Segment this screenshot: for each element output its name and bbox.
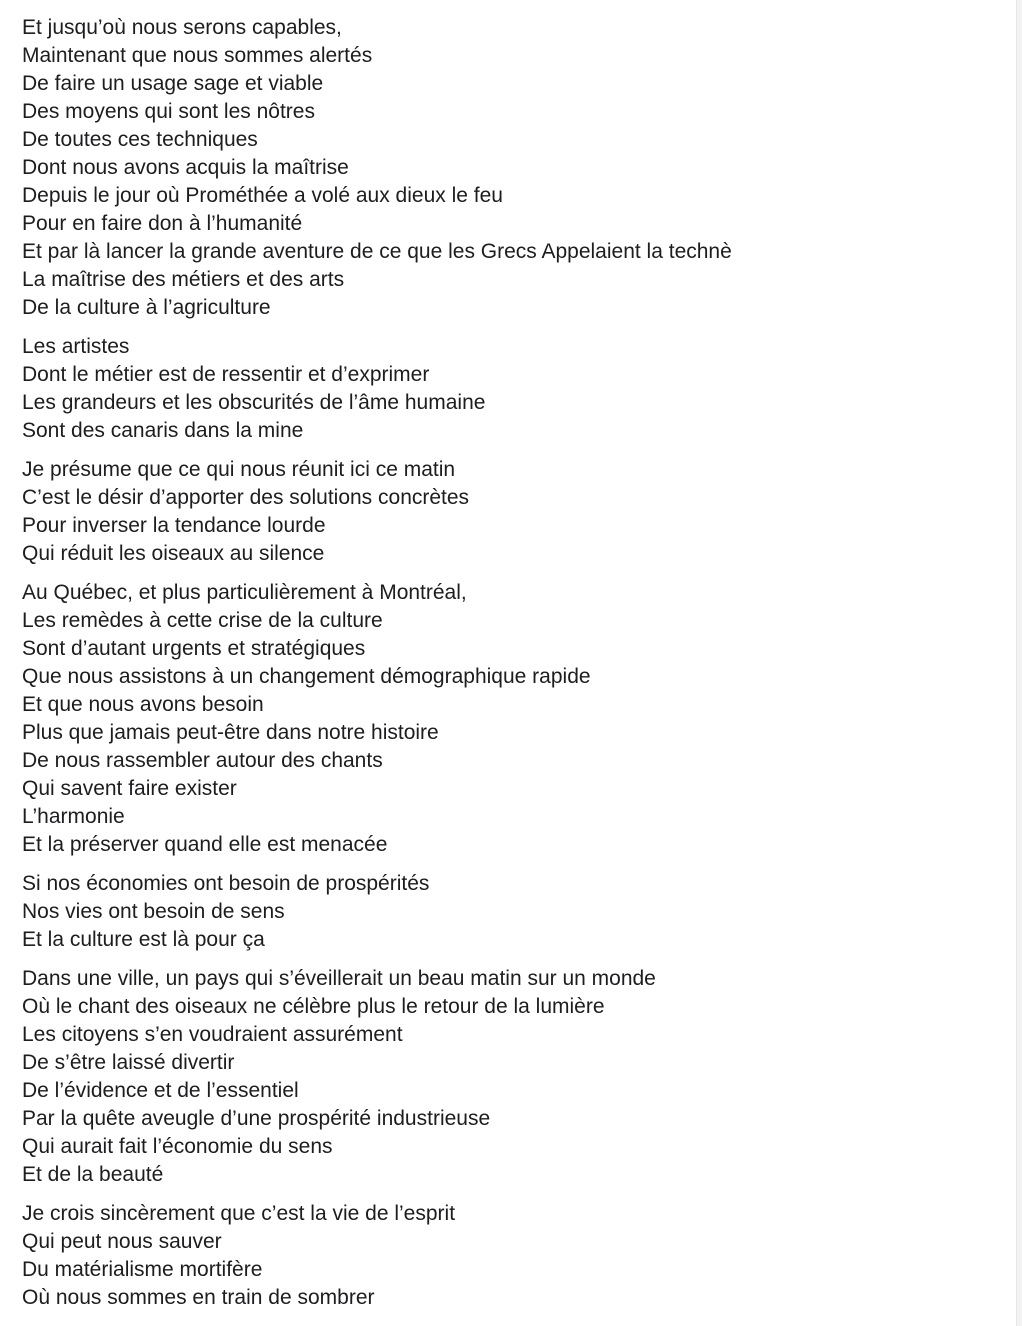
text-line: Les artistes [22,335,130,358]
text-line: Et jusqu’où nous serons capables, [22,16,342,39]
text-line: Maintenant que nous sommes alertés [22,44,373,67]
text-line: Dans une ville, un pays qui s’éveillerait un beau matin sur un monde [22,967,656,990]
text-line: Qui savent faire exister [22,777,237,800]
text-line: De la culture à l’agriculture [22,296,271,319]
text-line: Et que nous avons besoin [22,693,264,716]
text-line: Au Québec, et plus particulièrement à Montréal, [22,581,467,604]
text-line: Qui aurait fait l’économie du sens [22,1135,333,1158]
text-line: Je présume que ce qui nous réunit ici ce matin [22,458,456,481]
text-line: Et la préserver quand elle est menacée [22,833,388,856]
text-line: Où le chant des oiseaux ne célèbre plus le retour de la lumière [22,995,605,1018]
stanza [22,579,1012,859]
text-line: Plus que jamais peut-être dans notre histoire [22,721,439,744]
stanza [22,870,1012,954]
text-line: De l’évidence et de l’essentiel [22,1079,299,1102]
text-line: L’harmonie [22,805,125,828]
text-line: C’est le désir d’apporter des solutions concrètes [22,486,470,509]
text-line: De toutes ces techniques [22,128,258,151]
text-line: Pour en faire don à l’humanité [22,212,303,235]
stanza [22,14,1012,322]
text-line: De s’être laissé divertir [22,1051,235,1074]
text-line: Et de la beauté [22,1163,164,1186]
text-line: Qui réduit les oiseaux au silence [22,542,325,565]
stanza [22,1200,1012,1312]
text-line: Depuis le jour où Prométhée a volé aux dieux le feu [22,184,503,207]
text-line: Nos vies ont besoin de sens [22,900,285,923]
text-line: Sont d’autant urgents et stratégiques [22,637,366,660]
text-line: Dont nous avons acquis la maîtrise [22,156,349,179]
stanza [22,965,1012,1189]
poem-text [22,14,1012,1323]
text-line: Les citoyens s’en voudraient assurément [22,1023,403,1046]
text-line: La maîtrise des métiers et des arts [22,268,345,291]
text-line: Dont le métier est de ressentir et d’exprimer [22,363,430,386]
stanza [22,456,1012,568]
text-line: Sont des canaris dans la mine [22,419,304,442]
text-line: Les remèdes à cette crise de la culture [22,609,383,632]
text-line: Qui peut nous sauver [22,1230,222,1253]
text-line: Je crois sincèrement que c’est la vie de l’esprit [22,1202,456,1225]
text-line: Les grandeurs et les obscurités de l’âme humaine [22,391,486,414]
text-line: De nous rassembler autour des chants [22,749,383,772]
text-line: Et la culture est là pour ça [22,928,265,951]
stanza [22,333,1012,445]
text-line: Pour inverser la tendance lourde [22,514,326,537]
text-line: Si nos économies ont besoin de prospérités [22,872,430,895]
text-line: Et par là lancer la grande aventure de ce que les Grecs Appelaient la technè [22,240,732,263]
scrollbar-track[interactable] [1016,0,1022,1326]
text-line: Où nous sommes en train de sombrer [22,1286,375,1309]
text-line: Par la quête aveugle d’une prospérité industrieuse [22,1107,491,1130]
text-line: Du matérialisme mortifère [22,1258,263,1281]
text-line: De faire un usage sage et viable [22,72,324,95]
text-line: Que nous assistons à un changement démographique rapide [22,665,591,688]
text-line: Des moyens qui sont les nôtres [22,100,315,123]
